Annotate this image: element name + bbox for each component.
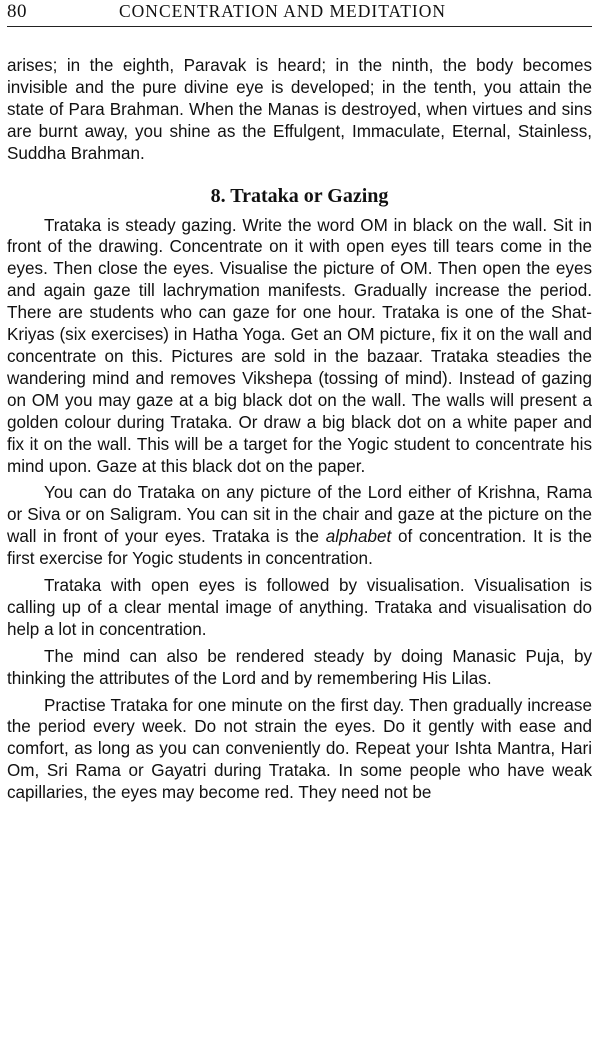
continued-paragraph: arises; in the eighth, Paravak is heard; in the ninth, the body becomes invisible and the pure divine eye is developed; in the tenth, you attain the state of Para Brahman. When the Manas is destroyed, when virtues and sins are burnt away, you shine as the Effulgent, Immaculate, Eternal, Stainless, Suddha Brahman. [7,56,592,163]
page-body [7,55,592,804]
paragraph-text: You can do Trataka on any picture of the Lord either of Krishna, Rama or Siva or on Saligram. You can sit in the chair and gaze at the picture on the wall in front of your eyes. Trataka is the [7,483,592,547]
paragraph-trataka-definition: Trataka is steady gazing. Write the word OM in black on the wall. Sit in front of the drawing. Concentrate on it with open eyes till tears come in the eyes. Then close the eyes. Visualise the picture of OM. Then open the eyes and again gaze till lachrymation manifests. Gradually increase the period. There are students who can gaze for one hour. Trataka is one of the Shat-Kriyas (six exercises) in Hatha Yoga. Get an OM picture, fix it on the wall and concentrate on this. Pictures are sold in the bazaar. Trataka steadies the wandering mind and removes Vikshepa (tossing of mind). Instead of gazing on OM you may gaze at a big black dot on the wall. The walls will present a golden colour during Trataka. Or draw a big black dot on a white paper and fix it on the wall. This will be a target for the Yogic student to concentrate his mind upon. Gaze at this black dot on the paper. [7,215,592,476]
section-heading: 8. Trataka or Gazing [210,184,389,207]
paragraph-manasic-puja: The mind can also be rendered steady by doing Manasic Puja, by thinking the attributes of the Lord and by remembering His Lilas. [7,646,592,688]
page-number: 80 [7,1,27,22]
paragraph-practise: Practise Trataka for one minute on the first day. Then gradually increase the period every week. Do not strain the eyes. Do it gently with ease and comfort, as long as you can conveniently do. Repeat your Ishta Mantra, Hari Om, Sri Rama or Gayatri during Trataka. In some people who have weak capillaries, the eyes may become red. They need not be [7,695,592,803]
running-title: CONCENTRATION AND MEDITATION [119,1,446,21]
paragraph-trataka-picture [7,482,592,570]
running-header [7,0,592,27]
paragraph-visualisation: Trataka with open eyes is followed by visualisation. Visualisation is calling up of a clear mental image of anything. Trataka and visualisation do help a lot in concentration. [7,576,592,639]
paragraph-text: of concentration. It is the first exercise for Yogic students in concentration. [7,527,592,569]
italic-word: alphabet [325,527,392,547]
